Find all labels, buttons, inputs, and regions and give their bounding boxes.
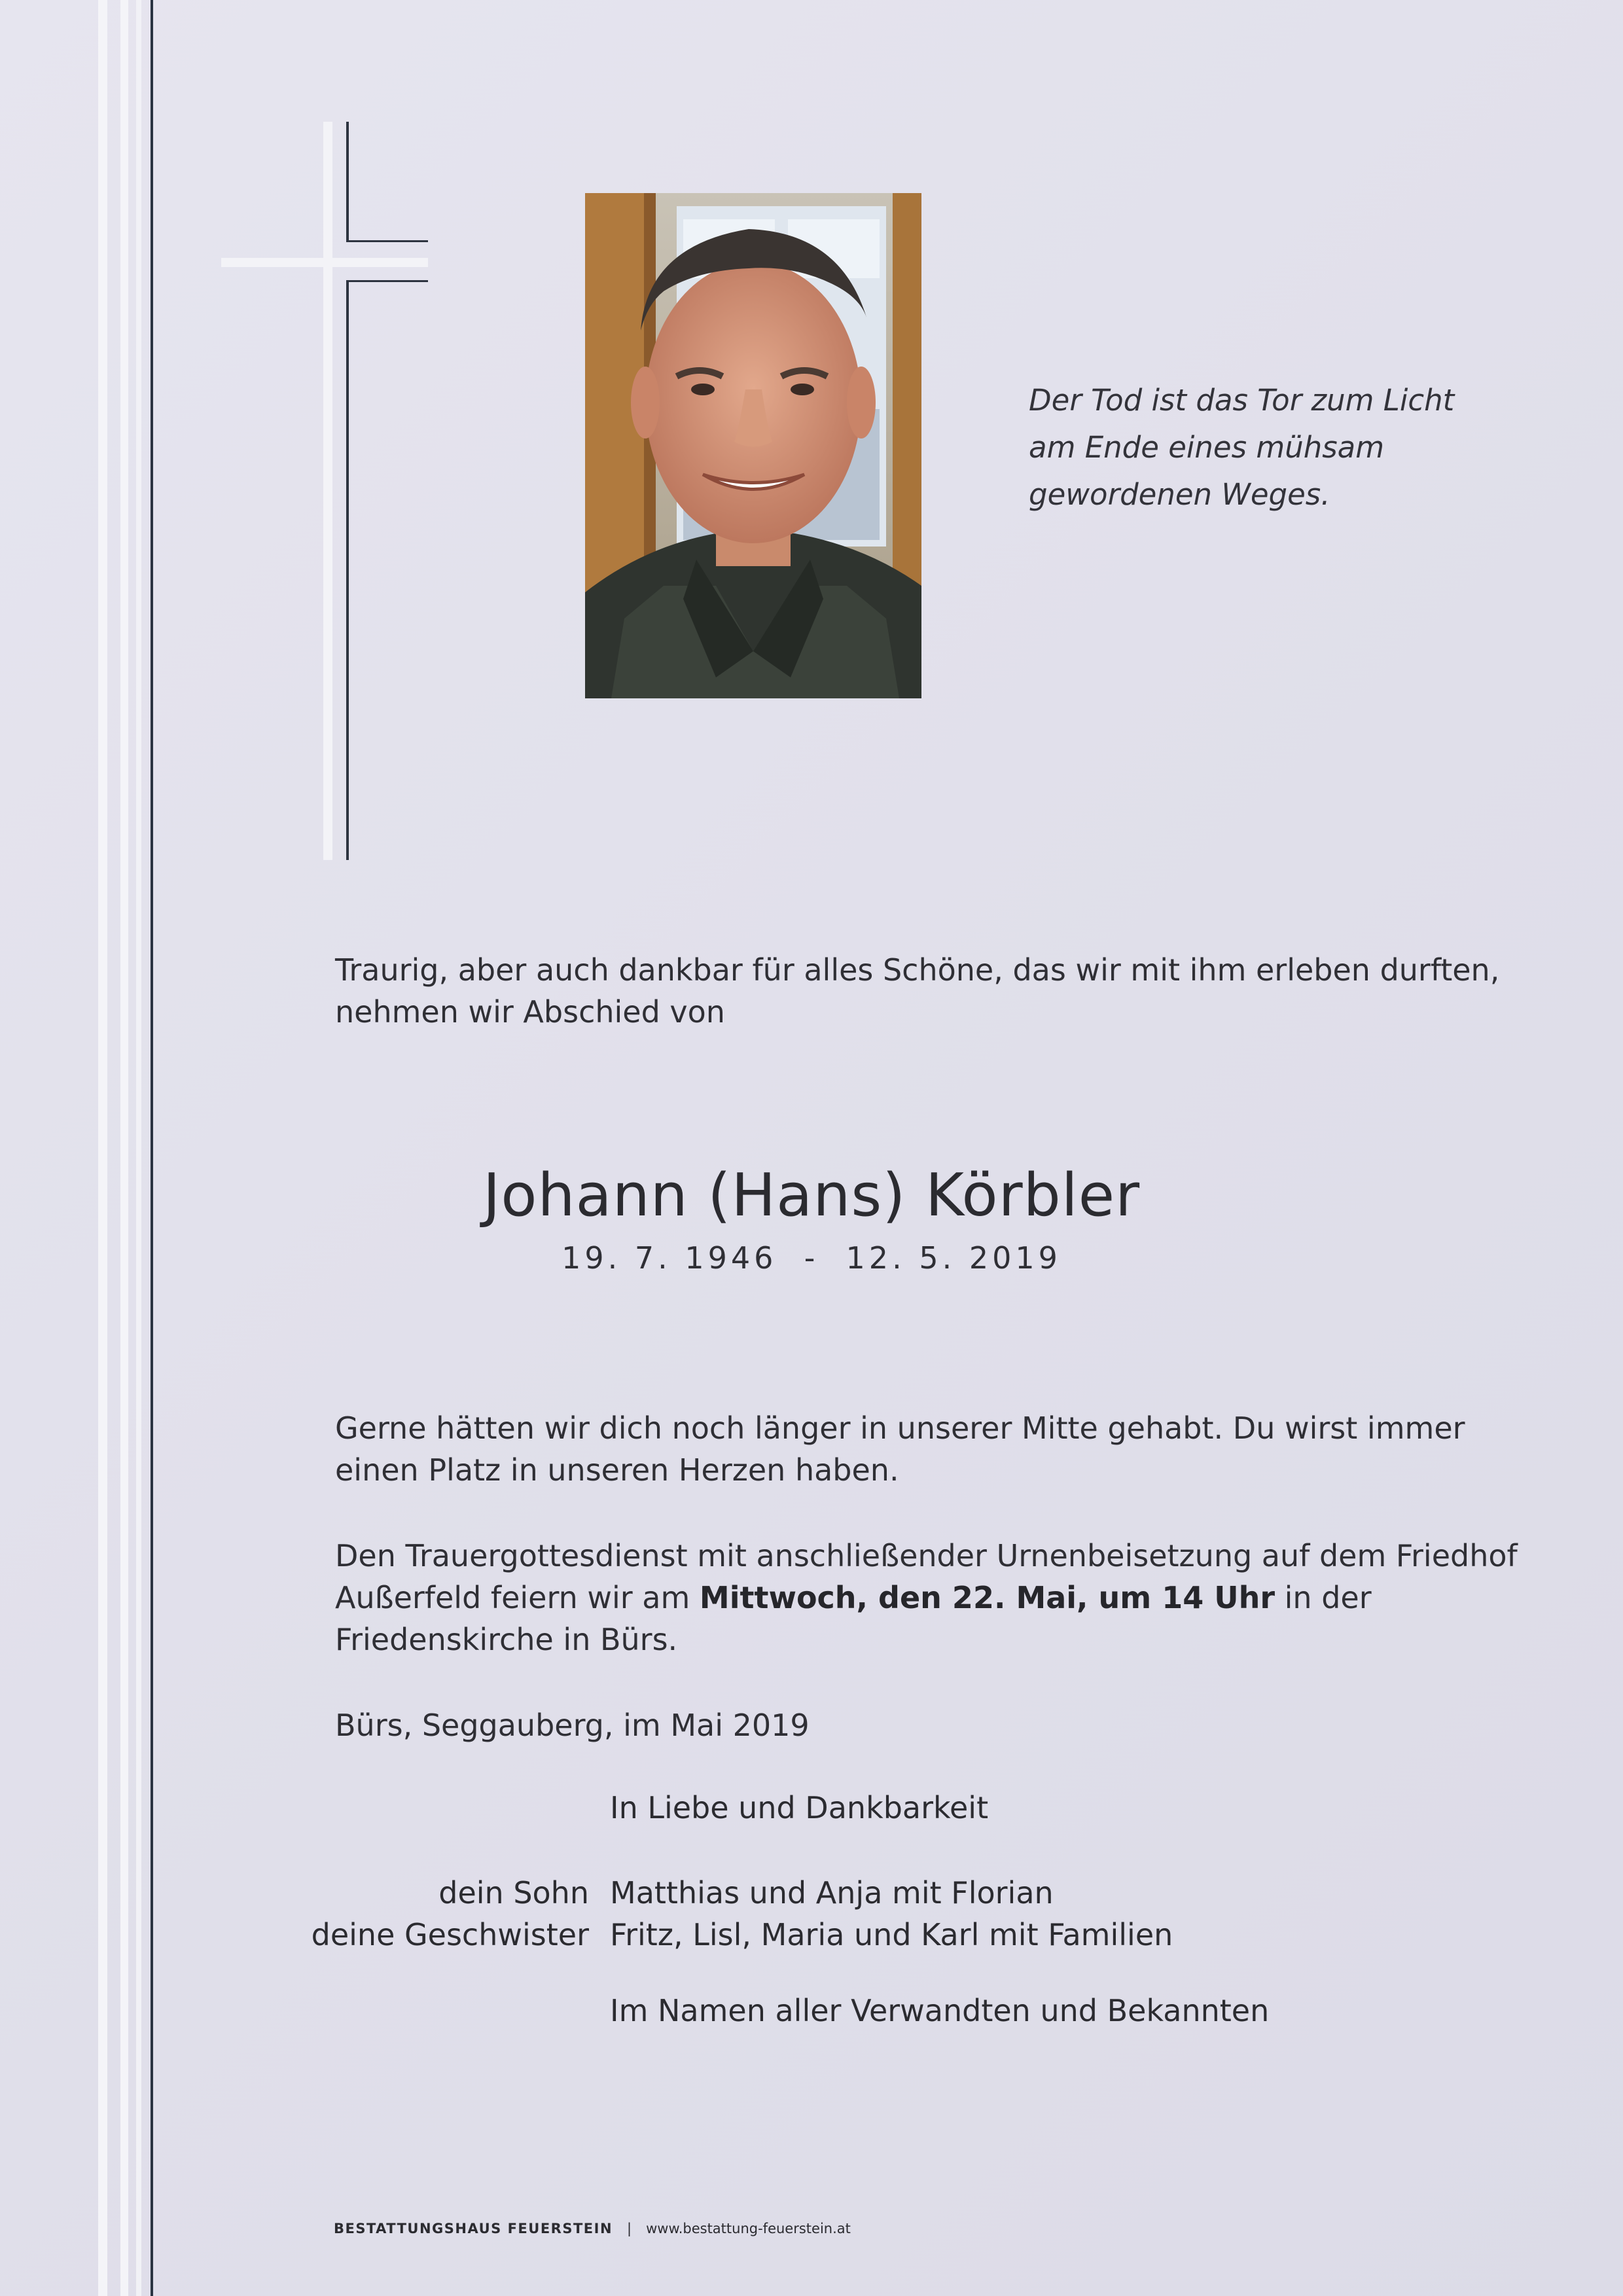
final-line: Im Namen aller Verwandten und Bekannten	[610, 1993, 1270, 2028]
deceased-name: Johann (Hans) Körbler	[482, 1161, 1141, 1230]
cross-vertical-light	[323, 122, 332, 860]
service-date-time: Mittwoch, den 22. Mai, um 14 Uhr	[699, 1580, 1275, 1615]
place-date: Bürs, Seggauberg, im Mai 2019	[335, 1708, 810, 1743]
paragraph-line: einen Platz in unseren Herzen haben.	[335, 1452, 899, 1488]
paragraph-text: Außerfeld feiern wir am	[335, 1580, 700, 1615]
farewell-paragraph	[335, 1407, 1465, 1491]
service-paragraph	[335, 1535, 1518, 1660]
paragraph-text: in der	[1275, 1580, 1372, 1615]
quote-line: am Ende eines mühsam	[1029, 430, 1385, 465]
family-relation: deine Geschwister	[311, 1917, 589, 1952]
cross-horizontal-dark-bottom	[346, 280, 428, 282]
family-names: Matthias und Anja mit Florian	[610, 1875, 1054, 1910]
quote-line: gewordenen Weges.	[1029, 477, 1330, 512]
family-names: Fritz, Lisl, Maria und Karl mit Familien	[610, 1917, 1173, 1952]
intro-text	[335, 949, 1500, 1033]
memorial-quote	[1029, 377, 1526, 518]
cross-horizontal-light	[221, 258, 428, 267]
footer-url: www.bestattung-feuerstein.at	[646, 2221, 851, 2236]
paragraph-line: Friedenskirche in Bürs.	[335, 1622, 678, 1657]
paragraph-line	[335, 1577, 1448, 1619]
cross-vertical-dark-top	[346, 122, 349, 242]
paragraph-line: Gerne hätten wir dich noch länger in unserer Mitte gehabt. Du wirst immer	[335, 1410, 1465, 1446]
paragraph-line: Den Trauergottesdienst mit anschließender Urnenbeisetzung auf dem Friedhof	[335, 1538, 1518, 1573]
closing-line: In Liebe und Dankbarkeit	[610, 1790, 989, 1825]
border-stripe-light	[136, 0, 141, 2296]
quote-line: Der Tod ist das Tor zum Licht	[1029, 383, 1455, 418]
life-dates: 19. 7. 1946 - 12. 5. 2019	[562, 1240, 1061, 1276]
border-stripe-dark	[151, 0, 153, 2296]
portrait-photo	[585, 193, 921, 698]
border-stripe-light	[120, 0, 128, 2296]
cross-vertical-dark-bottom	[346, 280, 349, 860]
cross-horizontal-dark-top	[346, 240, 428, 242]
footer-separator: |	[627, 2221, 632, 2236]
footer-brand: BESTATTUNGSHAUS FEUERSTEIN	[334, 2221, 613, 2236]
footer	[334, 2219, 851, 2238]
intro-line: Traurig, aber auch dankbar für alles Schöne, das wir mit ihm erleben durften,	[335, 952, 1500, 988]
intro-line: nehmen wir Abschied von	[335, 994, 725, 1030]
family-relation: dein Sohn	[438, 1875, 589, 1910]
border-stripe-light	[98, 0, 107, 2296]
